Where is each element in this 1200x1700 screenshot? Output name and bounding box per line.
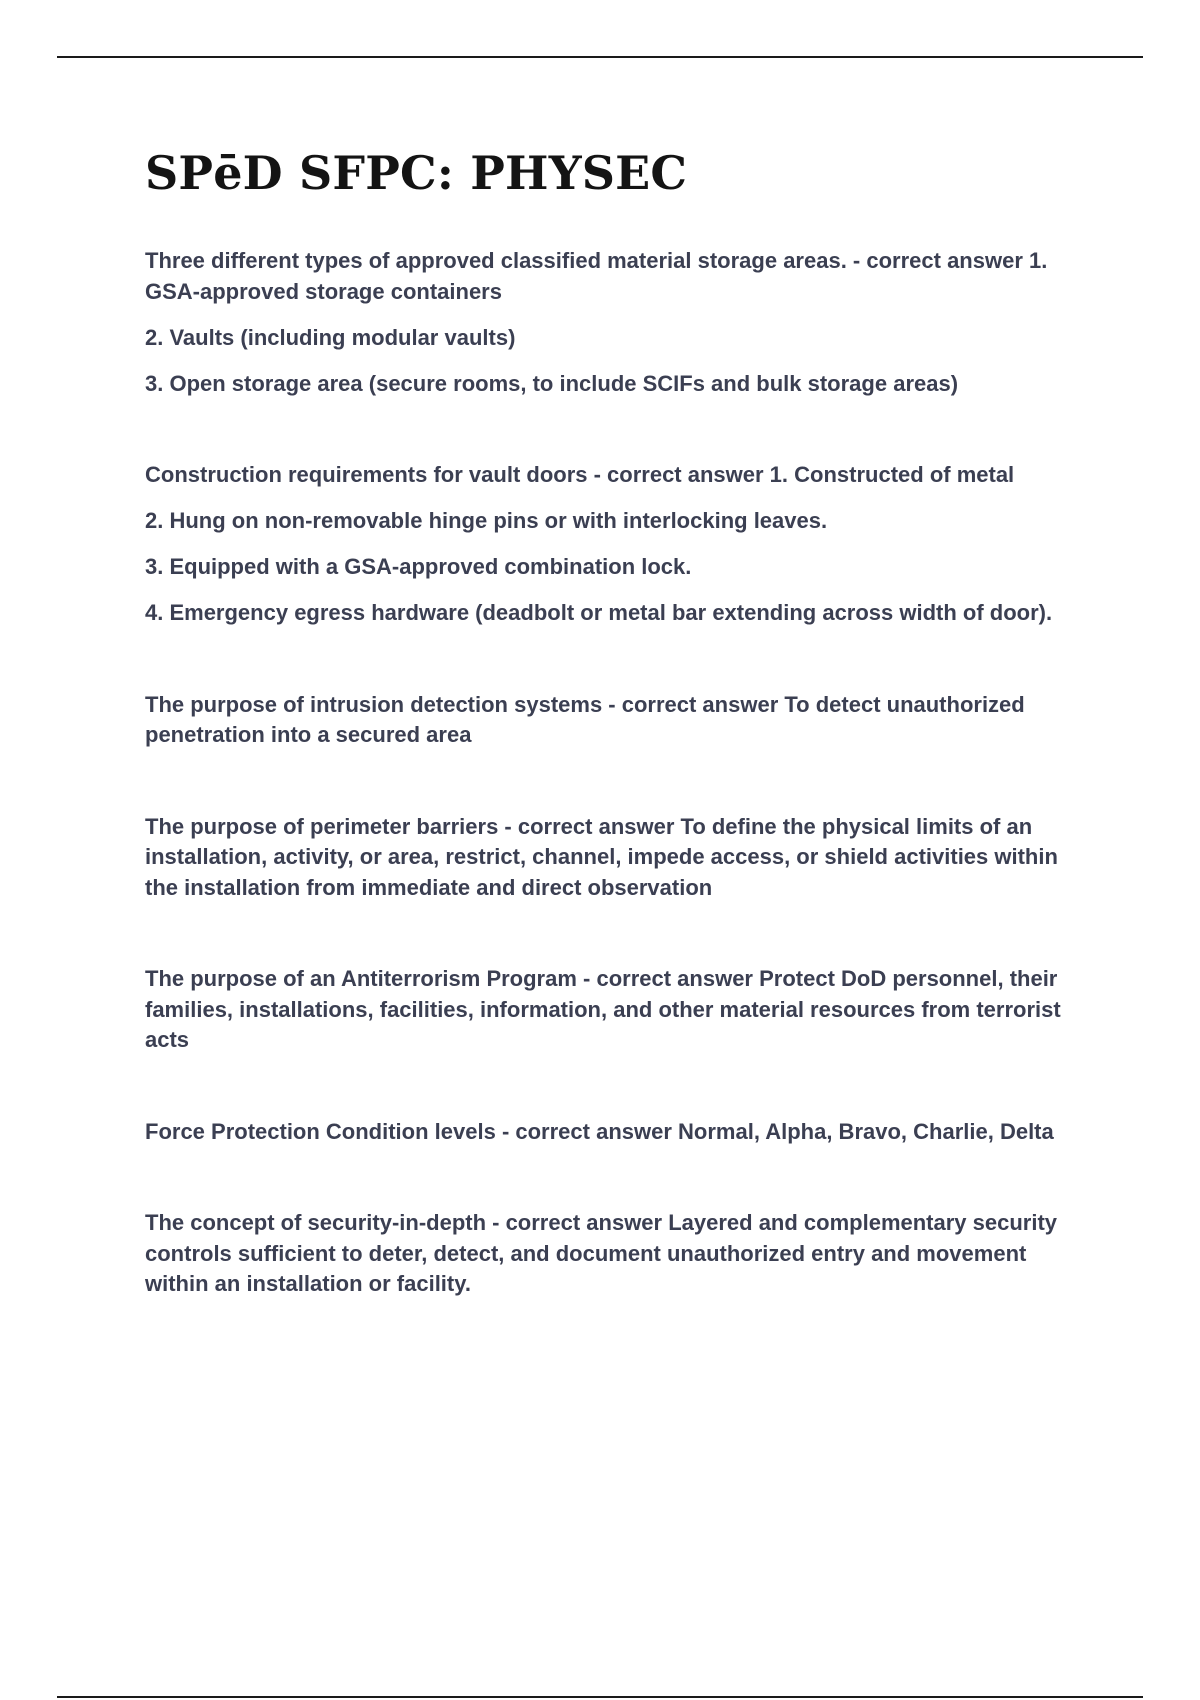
qa-line: 2. Vaults (including modular vaults)	[145, 324, 516, 350]
qa-line: 4. Emergency egress hardware (deadbolt or metal bar extending across width of door).	[145, 600, 1053, 625]
qa-security-in-depth	[145, 1208, 1095, 1300]
qa-perimeter-barriers	[145, 812, 1095, 904]
top-rule	[57, 56, 1143, 58]
qa-line: The concept of security-in-depth - correct answer Layered and complementary security controls sufficient to deter, detect, and document unauthorized entry and movement within an installation or facility.	[145, 1210, 1058, 1296]
qa-line: Force Protection Condition levels - correct answer Normal, Alpha, Bravo, Charlie, Delta	[145, 1118, 1054, 1144]
qa-vault-doors	[145, 460, 1095, 629]
qa-line: The purpose of perimeter barriers - correct answer To define the physical limits of an installation, activity, or area, restrict, channel, impede access, or shield activities within the installation from immediate and direct observation	[145, 813, 1058, 900]
qa-line: Construction requirements for vault doors - correct answer 1. Constructed of metal	[145, 462, 1015, 487]
qa-line: 3. Equipped with a GSA-approved combination lock.	[145, 554, 692, 579]
qa-line: 3. Open storage area (secure rooms, to include SCIFs and bulk storage areas)	[145, 370, 959, 396]
page-title: SPēD SFPC: PHYSEC	[145, 146, 688, 200]
qa-intrusion-detection	[145, 690, 1095, 751]
document-body	[145, 246, 1095, 1361]
qa-fpcon-levels	[145, 1117, 1095, 1148]
qa-line: The purpose of intrusion detection systems - correct answer To detect unauthorized penetration into a secured area	[145, 691, 1025, 747]
bottom-rule	[57, 1696, 1143, 1698]
qa-storage-areas	[145, 246, 1095, 399]
qa-line: 2. Hung on non-removable hinge pins or with interlocking leaves.	[145, 508, 828, 533]
qa-antiterrorism-program	[145, 964, 1095, 1056]
qa-line: The purpose of an Antiterrorism Program - correct answer Protect DoD personnel, their families, installations, facilities, information, and other material resources from terrorist acts	[145, 966, 1061, 1052]
qa-line: Three different types of approved classified material storage areas. - correct answer 1. GSA-approved storage containers	[145, 248, 1048, 304]
